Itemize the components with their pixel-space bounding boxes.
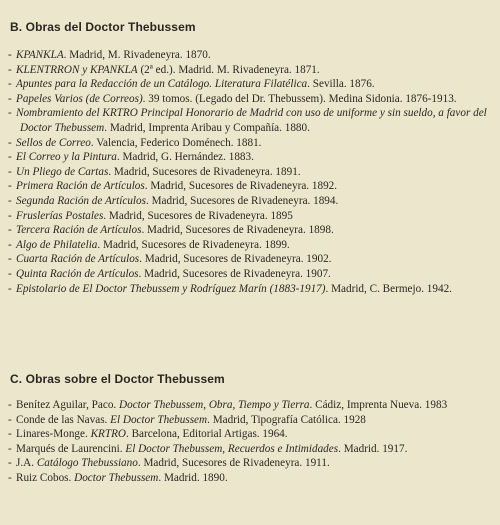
entry-text: . Madrid. 1917. bbox=[338, 442, 408, 455]
entry-text: Conde de las Navas. bbox=[16, 413, 111, 426]
entry-title: Segunda Ración de Artículos bbox=[16, 194, 146, 207]
section-b-list bbox=[8, 48, 494, 296]
bibliography-entry bbox=[8, 106, 494, 135]
bibliography-entry bbox=[8, 456, 494, 471]
entry-dash: - bbox=[8, 136, 12, 149]
bibliography-entry bbox=[8, 267, 494, 282]
entry-dash: - bbox=[8, 471, 12, 484]
section-b-heading: B. Obras del Doctor Thebussem bbox=[10, 20, 196, 34]
entry-dash: - bbox=[8, 92, 12, 105]
entry-text: . Madrid, Sucesores de Rivadeneyra. 1892. bbox=[144, 180, 338, 193]
entry-title: Quinta Ración de Artículos bbox=[16, 267, 139, 280]
entry-text: . Valencia, Federico Doménech. 1881. bbox=[90, 136, 262, 149]
entry-text: . Madrid, M. Rivadeneyra. 1870. bbox=[63, 49, 211, 61]
entry-text: . Madrid, Tipografía Católica. 1928 bbox=[207, 413, 366, 426]
entry-dash: - bbox=[8, 107, 12, 120]
entry-text: Ruiz Cobos. bbox=[16, 471, 75, 484]
entry-text: Marqués de Laurencini. bbox=[16, 442, 126, 455]
entry-dash: - bbox=[8, 267, 12, 280]
entry-text: . Madrid, Sucesores de Rivadeneyra. 1902. bbox=[139, 253, 332, 266]
entry-title: Primera Ración de Artículos bbox=[16, 180, 145, 193]
bibliography-entry bbox=[8, 471, 494, 486]
entry-text: . Madrid, Sucesores de Rivadeneyra. 1894. bbox=[145, 194, 339, 207]
entry-dash: - bbox=[8, 78, 12, 91]
bibliography-entry bbox=[8, 165, 494, 180]
entry-text: . Madrid, Sucesores de Rivadeneyra. 1895 bbox=[103, 209, 293, 222]
entry-dash: - bbox=[8, 428, 12, 441]
entry-dash: - bbox=[8, 165, 12, 178]
entry-dash: - bbox=[8, 180, 12, 193]
entry-title: Catálogo Thebussiano bbox=[36, 457, 138, 470]
entry-text: . Madrid, Imprenta Aribau y Compañía. 1880. bbox=[104, 121, 310, 134]
bibliography-entry bbox=[8, 92, 494, 107]
entry-dash: - bbox=[8, 238, 12, 251]
entry-text: (2ª ed.). Madrid. M. Rivadeneyra. 1871. bbox=[137, 63, 320, 76]
entry-text: . Madrid, C. Bermejo. 1942. bbox=[325, 282, 452, 295]
entry-text: . Sevilla. 1876. bbox=[307, 78, 375, 91]
bibliography-entry bbox=[8, 63, 494, 78]
bibliography-entry bbox=[8, 413, 494, 428]
entry-text: . Cádiz, Imprenta Nueva. 1983 bbox=[309, 399, 448, 411]
entry-text: . Madrid, Sucesores de Rivadeneyra. 1907. bbox=[138, 267, 331, 280]
entry-title: Sellos de Correo bbox=[16, 136, 91, 149]
entry-title: KRTRO bbox=[90, 428, 126, 441]
entry-text: Linares-Monge. bbox=[16, 428, 91, 441]
entry-text: . Madrid, Sucesores de Rivadeneyra. 1911. bbox=[137, 457, 330, 470]
entry-title: KLENTRRON y KPANKLA bbox=[16, 63, 138, 76]
entry-title: Papeles Varios (de Correos) bbox=[16, 92, 143, 105]
entry-title: KPANKLA bbox=[16, 49, 64, 61]
entry-title: Un Pliego de Cartas bbox=[16, 165, 109, 178]
entry-dash: - bbox=[8, 282, 12, 295]
entry-title: Algo de Philatelia bbox=[16, 238, 98, 251]
entry-dash: - bbox=[8, 224, 12, 237]
entry-title: Fruslerías Postales bbox=[16, 209, 104, 222]
entry-title: Doctor Thebussem bbox=[74, 471, 159, 484]
entry-text: . Barcelona, Editorial Artigas. 1964. bbox=[126, 428, 288, 441]
entry-text: . Madrid. 1890. bbox=[158, 471, 228, 484]
bibliography-entry bbox=[8, 398, 494, 413]
entry-title: Nombramiento del KRTRO Principal Honorario de Madrid con uso de uniforme y sin sueldo, a favor del Doctor Thebussem bbox=[16, 107, 487, 134]
bibliography-entry bbox=[8, 427, 494, 442]
entry-text: . 39 tomos. (Legado del Dr. Thebussem). Medina Sidonia. 1876-1913. bbox=[142, 92, 457, 105]
entry-text: J.A. bbox=[16, 457, 37, 470]
entry-title: Tercera Ración de Artículos bbox=[16, 224, 142, 237]
bibliography-entry bbox=[8, 223, 494, 238]
entry-title: El Correo y la Pintura bbox=[16, 151, 117, 164]
entry-text: . Madrid, Sucesores de Rivadeneyra. 1899. bbox=[97, 238, 290, 251]
entry-title: Doctor Thebussem, Obra, Tiempo y Tierra bbox=[119, 399, 310, 411]
entry-text: . Madrid, Sucesores de Rivadeneyra. 1898. bbox=[141, 224, 334, 237]
entry-text: Benítez Aguilar, Paco. bbox=[16, 399, 120, 411]
entry-dash: - bbox=[8, 49, 12, 61]
bibliography-entry bbox=[8, 209, 494, 224]
bibliography-entry bbox=[8, 252, 494, 267]
entry-dash: - bbox=[8, 194, 12, 207]
entry-dash: - bbox=[8, 442, 12, 455]
entry-text: . Madrid, Sucesores de Rivadeneyra. 1891. bbox=[108, 165, 301, 178]
entry-dash: - bbox=[8, 253, 12, 266]
bibliography-entry bbox=[8, 77, 494, 92]
entry-dash: - bbox=[8, 457, 12, 470]
entry-title: Cuarta Ración de Artículos bbox=[16, 253, 140, 266]
entry-dash: - bbox=[8, 209, 12, 222]
entry-title: Apuntes para la Redacción de un Catálogo. Literatura Filatélica bbox=[16, 78, 308, 91]
bibliography-entry bbox=[8, 238, 494, 253]
entry-title: El Doctor Thebussem, Recuerdos e Intimidades bbox=[125, 442, 339, 455]
bibliography-entry bbox=[8, 194, 494, 209]
entry-dash: - bbox=[8, 399, 12, 411]
section-c-heading: C. Obras sobre el Doctor Thebussem bbox=[10, 372, 225, 386]
entry-dash: - bbox=[8, 63, 12, 76]
bibliography-entry bbox=[8, 48, 494, 63]
entry-title: El Doctor Thebussem bbox=[110, 413, 208, 426]
bibliography-entry bbox=[8, 282, 494, 297]
section-c-list bbox=[8, 398, 494, 486]
bibliography-entry bbox=[8, 179, 494, 194]
bibliography-entry bbox=[8, 136, 494, 151]
bibliography-entry bbox=[8, 150, 494, 165]
entry-title: Epistolario de El Doctor Thebussem y Rodríguez Marín (1883-1917) bbox=[16, 282, 326, 295]
entry-dash: - bbox=[8, 413, 12, 426]
entry-dash: - bbox=[8, 151, 12, 164]
bibliography-entry bbox=[8, 442, 494, 457]
entry-text: . Madrid, G. Hernández. 1883. bbox=[116, 151, 254, 164]
